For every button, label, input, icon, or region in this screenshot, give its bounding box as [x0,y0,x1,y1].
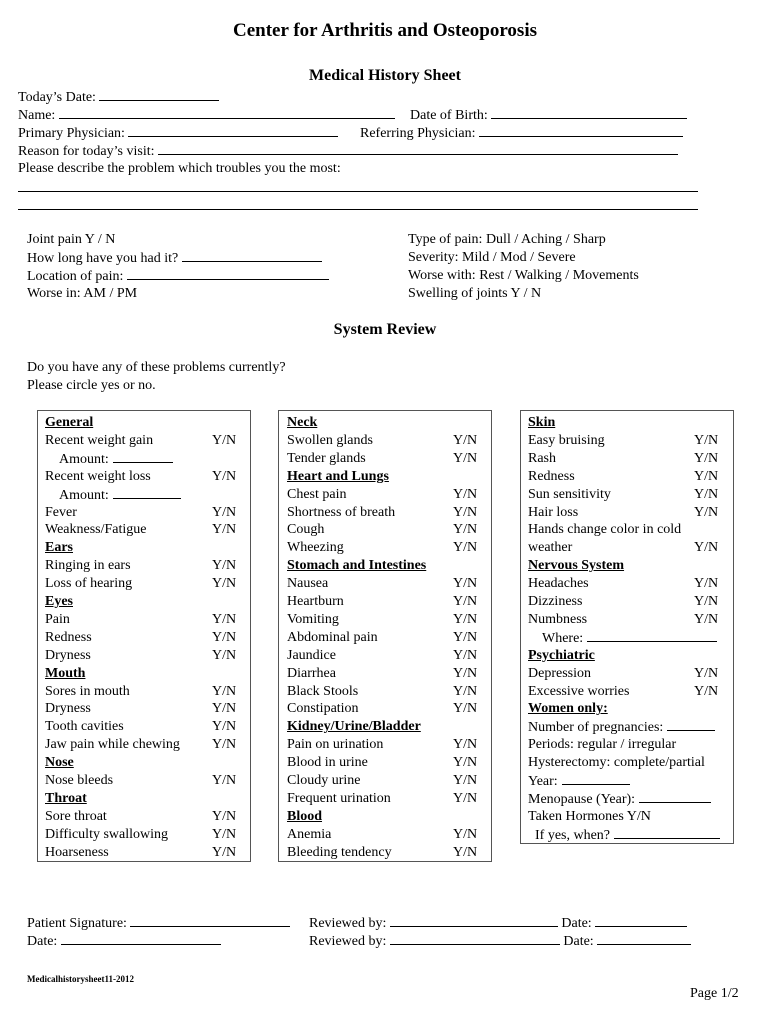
review-item[interactable] [45,772,245,790]
review-item-label: Anemia [287,826,332,842]
review-item[interactable] [45,683,245,701]
primary-physician-label: Primary Physician: [18,126,125,141]
location-label: Location of pain: [27,269,124,284]
review-item-label: Frequent urination [287,790,391,806]
review-item-label: Difficulty swallowing [45,826,169,842]
patient-signature-line[interactable] [130,914,290,927]
review-item-label: Pain on urination [287,737,384,753]
yes-no-choice[interactable]: Y/N [212,629,237,645]
yes-no-choice[interactable]: Y/N [212,737,237,753]
review-item-label: Hair loss [528,504,579,520]
answer-line[interactable] [614,826,720,839]
review-item-label: Amount: [45,451,109,467]
review-item-label: Redness [528,468,575,484]
reviewed-by-label-2: Reviewed by: [309,934,387,949]
review-item[interactable] [528,826,728,844]
yes-no-choice[interactable]: Y/N [212,647,237,663]
review-item[interactable] [45,521,245,539]
location-row [27,267,329,286]
referring-physician-row [360,124,683,143]
yes-no-choice[interactable]: Y/N [453,683,478,699]
review-item [528,736,728,754]
yes-no-choice[interactable]: Y/N [453,629,478,645]
todays-date-row [18,88,219,107]
answer-line[interactable] [587,629,717,642]
yes-no-choice[interactable]: Y/N [453,755,478,771]
review-item-label: Rash [528,450,556,466]
section-heading [287,557,487,575]
yes-no-choice[interactable]: Y/N [453,844,478,860]
system-review-heading: System Review [333,321,437,338]
how-long-label: How long have you had it? [27,251,179,266]
review-item-label: Tooth cavities [45,719,124,735]
review-item[interactable] [287,647,487,665]
review-item[interactable] [287,772,487,790]
yes-no-choice[interactable]: Y/N [212,844,237,860]
review-item-label: Vomiting [287,611,339,627]
section-heading [45,754,245,772]
yes-no-choice[interactable]: Y/N [453,647,478,663]
reason-label: Reason for today’s visit: [18,144,155,159]
review-item-label: Heartburn [287,594,344,609]
review-item[interactable] [45,808,245,826]
yes-no-choice[interactable]: Y/N [694,432,719,448]
review-item-label: Cough [287,522,325,538]
review-item[interactable] [287,593,487,611]
review-item-label: Easy bruising [528,432,605,448]
answer-line[interactable] [639,790,711,803]
yes-no-choice[interactable]: Y/N [212,611,237,627]
yes-no-choice[interactable]: Y/N [453,540,478,556]
signature-date-label: Date: [27,934,58,949]
review-item-label: Sores in mouth [45,683,130,699]
yes-no-choice[interactable]: Y/N [453,486,478,502]
review-item-label: Numbness [528,611,588,627]
section-heading-label: Skin [528,415,556,430]
page-title: Center for Arthritis and Osteoporosis [233,20,537,41]
joint-pain[interactable]: Joint pain Y / N [27,232,116,247]
yes-no-choice[interactable]: Y/N [212,576,237,592]
review-item-label: Diarrhea [287,665,336,681]
review-item[interactable] [45,718,245,736]
name-row [18,106,395,125]
review-item-label: Headaches [528,576,589,592]
how-long-row [27,249,322,268]
review-item[interactable] [287,521,487,539]
review-item-label: Dryness [45,701,91,717]
review-item[interactable] [45,611,245,629]
yes-no-choice[interactable]: Y/N [212,468,237,484]
section-heading-label: Ears [45,540,73,556]
review-item-label: Redness [45,629,92,645]
type-of-pain[interactable]: Type of pain: Dull / Aching / Sharp [408,232,606,247]
review-item[interactable] [287,844,487,862]
review-item-label: Loss of hearing [45,576,133,592]
review-item-label: Tender glands [287,450,366,466]
review-item [528,754,728,772]
review-item-label: Recent weight gain [45,432,154,448]
review-item-label: Cloudy urine [287,773,361,788]
review-item[interactable] [45,450,245,468]
review-item-label: Hoarseness [45,844,109,860]
section-heading [528,414,728,432]
section-heading-label: Eyes [45,594,73,609]
review-item[interactable] [45,629,245,647]
section-heading [287,414,487,432]
how-long-line[interactable] [182,249,322,262]
review-item[interactable] [287,700,487,718]
review-item[interactable] [45,647,245,665]
review-item[interactable] [287,504,487,522]
section-heading-label: General [45,415,94,430]
section-heading [45,665,245,683]
review-item-label: Chest pain [287,486,347,502]
review-item-label: Jaundice [287,647,336,663]
primary-physician-line[interactable] [128,124,338,137]
section-heading-label: Throat [45,790,87,806]
review-item-label: weather [528,540,573,556]
review-item-label: Sore throat [45,808,107,824]
reviewed-date-line-1[interactable] [595,914,687,927]
yes-no-choice[interactable]: Y/N [212,773,237,788]
section-heading-label: Heart and Lungs [287,468,389,484]
yes-no-choice[interactable]: Y/N [212,504,237,520]
reviewed-date-label-2: Date: [563,934,594,949]
review-item-label: Amount: [45,487,109,503]
review-item[interactable] [45,575,245,593]
review-item-label: Dizziness [528,594,583,609]
review-item[interactable] [45,736,245,754]
review-item[interactable] [287,683,487,701]
section-heading-label: Mouth [45,665,86,681]
review-item[interactable] [287,432,487,450]
answer-line[interactable] [113,450,173,463]
yes-no-choice[interactable]: Y/N [453,504,478,520]
review-item-label: Number of pregnancies: [528,720,664,736]
review-item-label: Hysterectomy: complete/partial [528,755,705,771]
review-item[interactable] [528,665,728,683]
system-review-intro-2: Please circle yes or no. [27,378,156,393]
review-item[interactable] [287,826,487,844]
review-item[interactable] [528,575,728,593]
yes-no-choice[interactable]: Y/N [212,701,237,717]
review-item-label: Ringing in ears [45,558,131,574]
reason-row [18,142,678,161]
review-item[interactable] [45,826,245,844]
system-review-intro-1: Do you have any of these problems currently? [27,360,286,375]
yes-no-choice[interactable]: Y/N [212,522,237,538]
review-item-label: Menopause (Year): [528,791,636,807]
review-item[interactable] [528,593,728,611]
review-item[interactable] [528,432,728,450]
yes-no-choice[interactable]: Y/N [453,432,478,448]
reviewed-by-row-1 [309,914,687,933]
answer-line[interactable] [113,486,181,499]
section-heading [45,539,245,557]
review-item-label: Hands change color in cold [528,522,682,538]
review-item-label: Taken Hormones Y/N [528,808,651,824]
referring-physician-line[interactable] [479,124,683,137]
signature-date-line[interactable] [61,932,221,945]
answer-line[interactable] [562,772,630,785]
review-item[interactable] [287,665,487,683]
review-item[interactable] [45,700,245,718]
section-heading-label: Nose [45,755,74,771]
reviewed-by-line-2[interactable] [390,932,560,945]
review-item[interactable] [287,575,487,593]
patient-signature-row [27,914,290,933]
review-item[interactable] [45,468,245,486]
yes-no-choice[interactable]: Y/N [212,808,237,824]
review-item-label: Excessive worries [528,683,630,699]
section-heading [45,414,245,432]
describe-label: Please describe the problem which troubles you the most: [18,161,341,176]
review-item[interactable] [45,557,245,575]
review-item-label: Nose bleeds [45,773,114,788]
review-item[interactable] [45,432,245,450]
yes-no-choice[interactable]: Y/N [453,522,478,538]
review-item-label: Nausea [287,576,329,592]
todays-date-label: Today’s Date: [18,90,96,105]
reviewed-by-row-2 [309,932,691,951]
answer-line[interactable] [667,718,715,731]
yes-no-choice[interactable]: Y/N [694,486,719,502]
yes-no-choice[interactable]: Y/N [453,790,478,806]
section-heading-label: Nervous System [528,558,625,574]
describe-line-1[interactable] [18,191,698,192]
yes-no-choice[interactable]: Y/N [694,611,719,627]
review-item[interactable] [45,486,245,504]
review-item[interactable] [287,539,487,557]
yes-no-choice[interactable]: Y/N [453,701,478,717]
yes-no-choice[interactable]: Y/N [694,665,719,681]
review-item[interactable] [528,718,728,736]
review-item-label: Weakness/Fatigue [45,522,147,538]
section-heading [287,468,487,486]
reviewed-date-line-2[interactable] [597,932,691,945]
yes-no-choice[interactable]: Y/N [694,594,719,609]
review-item-label: Recent weight loss [45,468,151,484]
review-item-label: Periods: regular / irregular [528,737,677,753]
review-item[interactable] [287,790,487,808]
review-item[interactable] [528,611,728,629]
review-item[interactable] [528,790,728,808]
review-item[interactable] [287,736,487,754]
review-item[interactable] [528,629,728,647]
review-item-label: Constipation [287,701,359,717]
review-item-label: Bleeding tendency [287,844,392,860]
yes-no-choice[interactable]: Y/N [453,450,478,466]
review-item[interactable] [287,450,487,468]
signature-date-row [27,932,221,951]
reviewed-by-line-1[interactable] [390,914,558,927]
review-item-label: Where: [528,630,584,646]
yes-no-choice[interactable]: Y/N [453,611,478,627]
yes-no-choice[interactable]: Y/N [694,468,719,484]
review-item-label: Swollen glands [287,432,373,448]
review-item[interactable] [528,450,728,468]
section-heading [287,718,487,736]
yes-no-choice[interactable]: Y/N [694,450,719,466]
swelling-of-joints[interactable]: Swelling of joints Y / N [408,286,542,301]
primary-physician-row [18,124,338,143]
review-item-label: Jaw pain while chewing [45,737,180,753]
review-item[interactable] [45,504,245,522]
section-heading-label: Blood [287,808,323,824]
name-line[interactable] [59,106,395,119]
section-heading [287,808,487,826]
review-item-label: Dryness [45,647,91,663]
page-subtitle: Medical History Sheet [309,67,461,84]
section-heading-label: Neck [287,415,318,430]
section-heading [528,700,728,718]
section-heading-label: Stomach and Intestines [287,558,427,574]
review-item-label: If yes, when? [528,827,611,843]
yes-no-choice[interactable]: Y/N [212,683,237,699]
yes-no-choice[interactable]: Y/N [694,576,719,592]
review-item-label: Depression [528,665,591,681]
review-item-label: Black Stools [287,683,359,699]
review-item[interactable] [528,772,728,790]
review-item[interactable] [528,683,728,701]
yes-no-choice[interactable]: Y/N [453,576,478,592]
review-item[interactable] [45,844,245,862]
yes-no-choice[interactable]: Y/N [453,773,478,788]
yes-no-choice[interactable]: Y/N [212,826,237,842]
yes-no-choice[interactable]: Y/N [694,504,719,520]
review-item-label: Abdominal pain [287,629,378,645]
review-item-label: Blood in urine [287,755,368,771]
dob-line[interactable] [491,106,687,119]
dob-row [410,106,687,125]
review-item-label: Pain [45,611,70,627]
section-heading-label: Kidney/Urine/Bladder [287,719,421,735]
section-heading-label: Women only: [528,701,608,717]
section-heading [45,593,245,611]
review-item[interactable] [528,539,728,557]
referring-physician-label: Referring Physician: [360,126,476,141]
section-heading [528,557,728,575]
worse-with[interactable]: Worse with: Rest / Walking / Movements [408,268,639,283]
yes-no-choice[interactable]: Y/N [453,826,478,842]
yes-no-choice[interactable]: Y/N [453,665,478,681]
reviewed-by-label-1: Reviewed by: [309,916,387,931]
form-code: Medicalhistorysheet11-2012 [27,974,134,984]
review-item-label: Sun sensitivity [528,486,611,502]
section-heading-label: Psychiatric [528,647,595,663]
dob-label: Date of Birth: [410,108,488,123]
severity[interactable]: Severity: Mild / Mod / Severe [408,250,576,265]
page-number: Page 1/2 [690,986,739,1001]
patient-signature-label: Patient Signature: [27,916,127,931]
review-item-label: Shortness of breath [287,504,396,520]
review-item[interactable] [528,468,728,486]
review-item[interactable] [287,486,487,504]
location-line[interactable] [127,267,329,280]
yes-no-choice[interactable]: Y/N [212,719,237,735]
review-item [528,521,728,539]
reviewed-date-label-1: Date: [561,916,592,931]
review-item[interactable] [528,504,728,522]
review-item-label: Fever [45,504,77,520]
review-item[interactable] [287,629,487,647]
review-item[interactable] [528,486,728,504]
yes-no-choice[interactable]: Y/N [212,558,237,574]
review-item[interactable] [287,754,487,772]
section-heading [45,790,245,808]
yes-no-choice[interactable]: Y/N [694,683,719,699]
worse-in[interactable]: Worse in: AM / PM [27,286,138,301]
describe-line-2[interactable] [18,209,698,210]
todays-date-line[interactable] [99,88,219,101]
section-heading [528,647,728,665]
name-label: Name: [18,108,56,123]
yes-no-choice[interactable]: Y/N [453,594,478,609]
review-item-label: Wheezing [287,540,344,556]
review-item-label: Year: [528,774,558,789]
yes-no-choice[interactable]: Y/N [453,737,478,753]
yes-no-choice[interactable]: Y/N [694,540,719,556]
yes-no-choice[interactable]: Y/N [212,432,237,448]
review-item [528,808,728,826]
review-item[interactable] [287,611,487,629]
reason-line[interactable] [158,142,678,155]
